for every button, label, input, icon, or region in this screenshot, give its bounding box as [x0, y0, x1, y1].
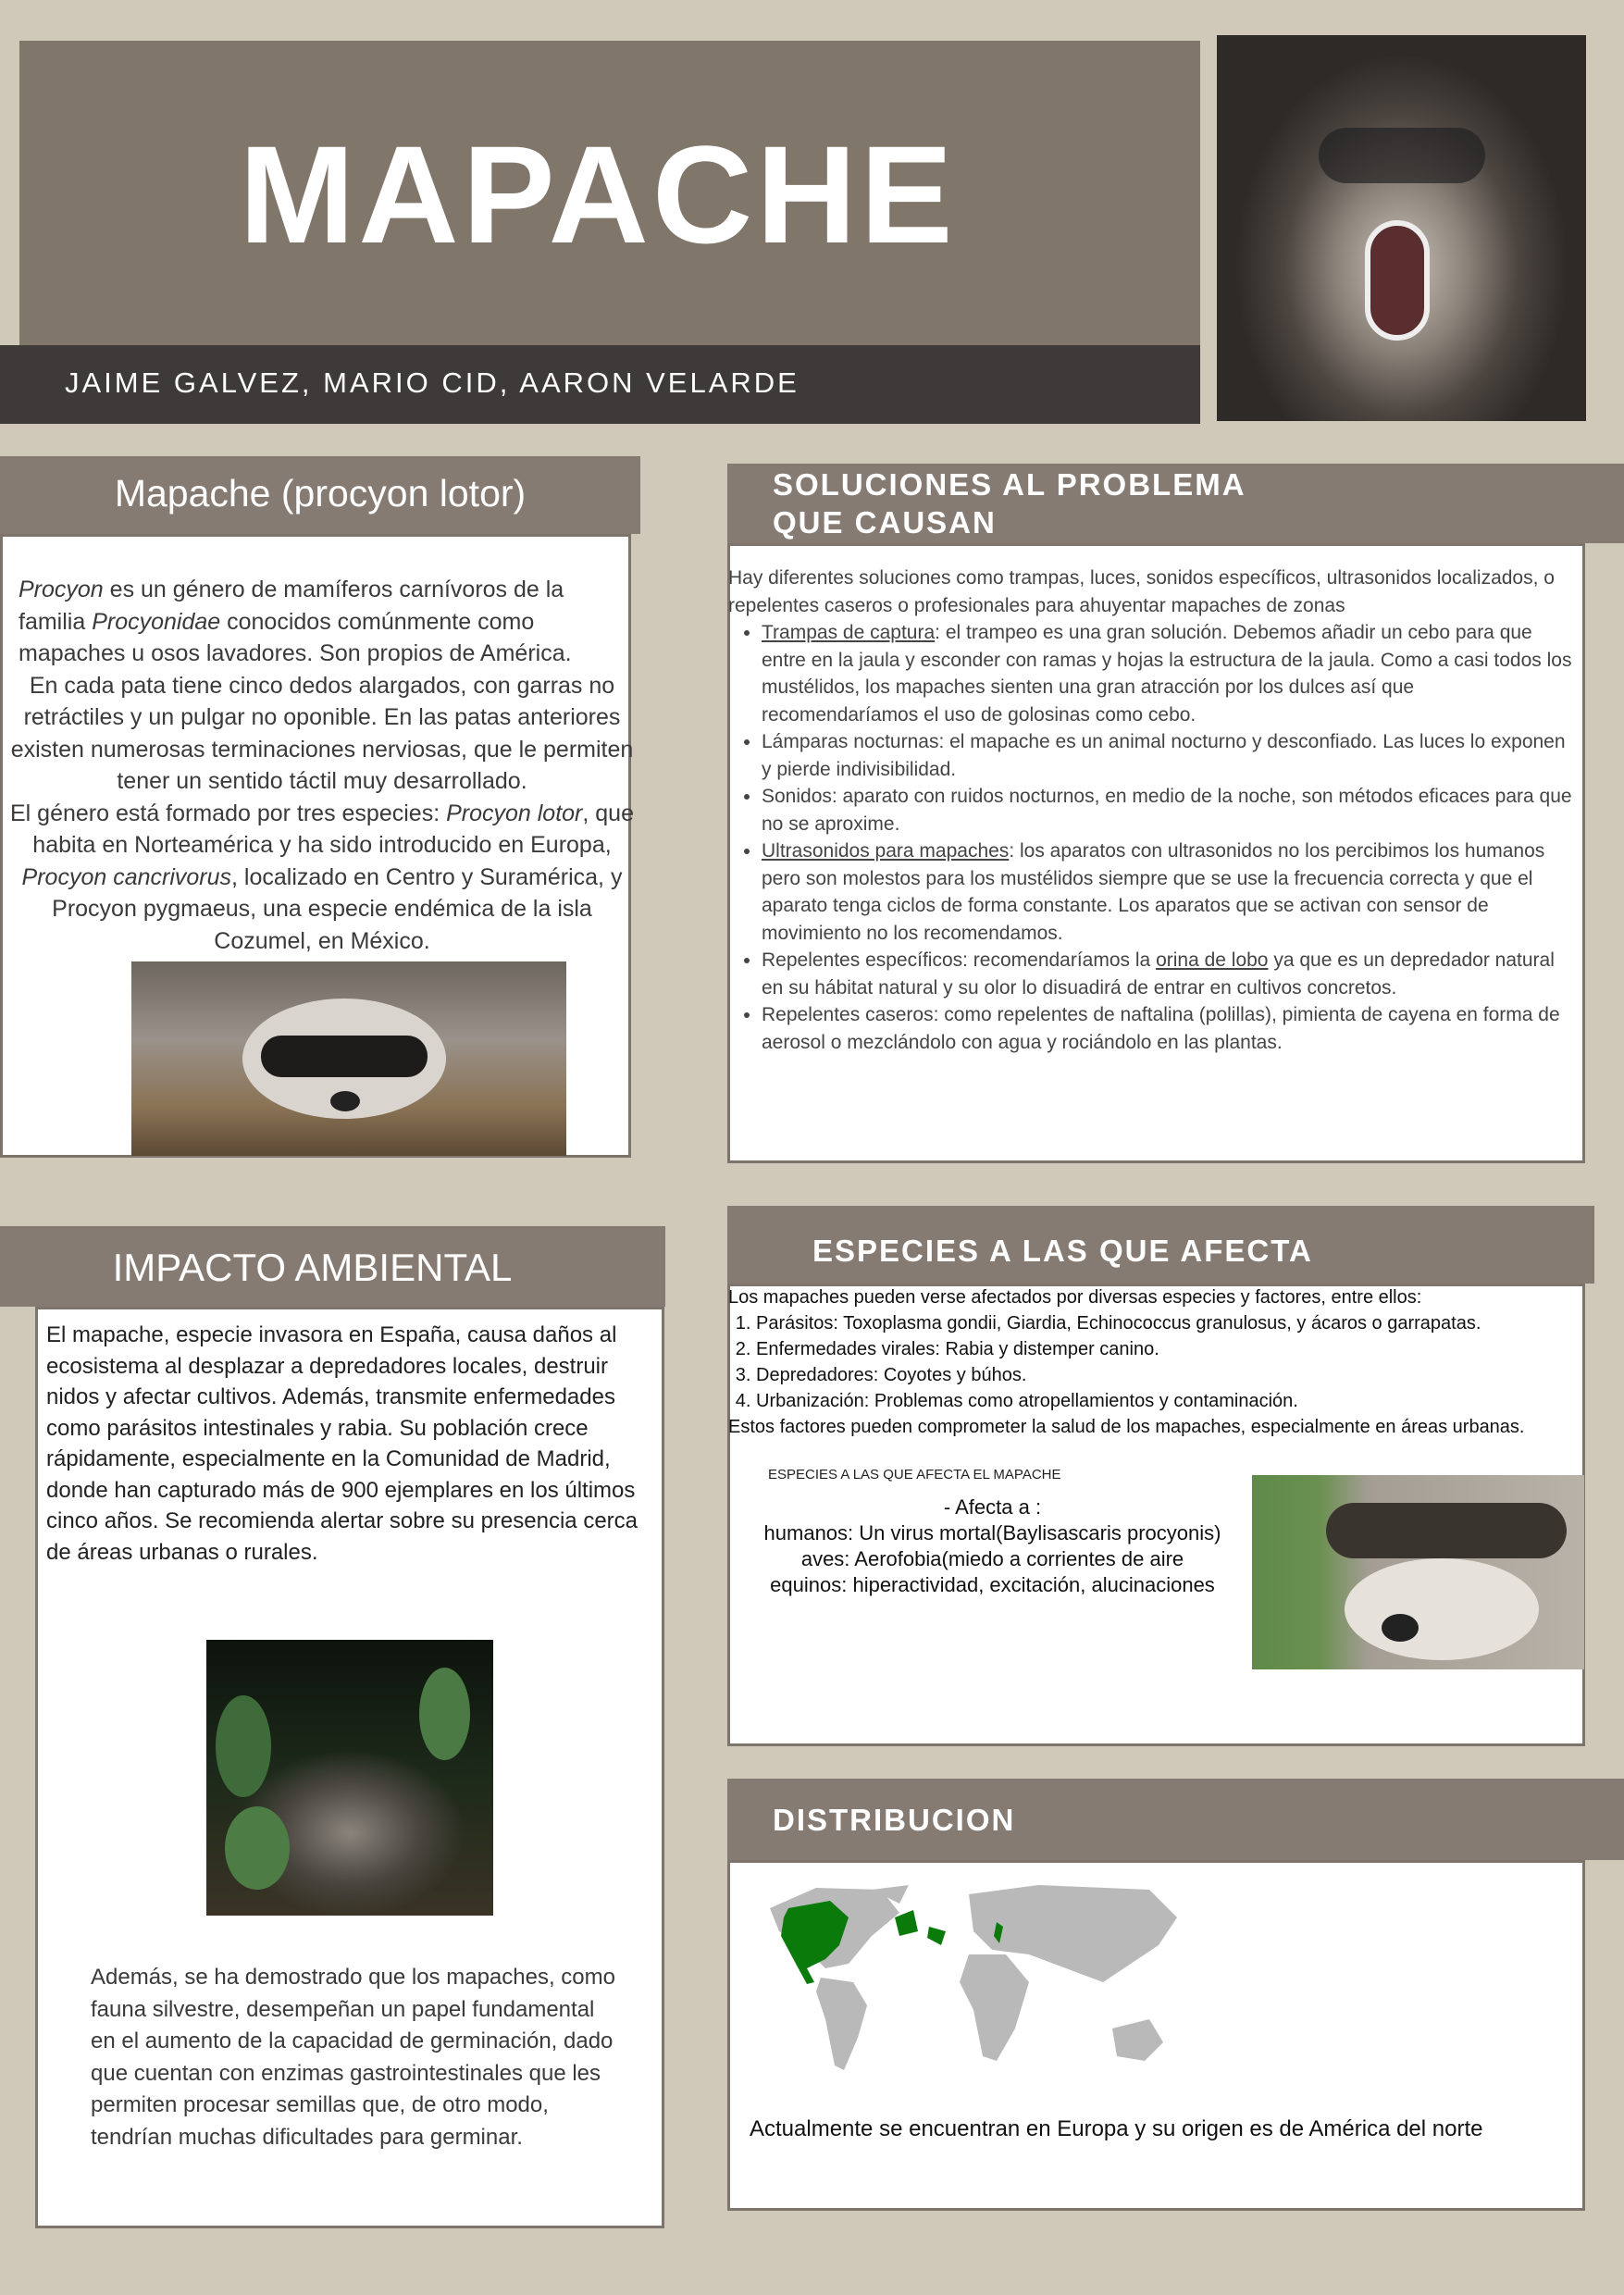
- solution-item: [762, 947, 1575, 1001]
- species-item: 1. Parásitos: Toxoplasma gondii, Giardia, Echinococcus granulosus, y ácaros o garrapatas.: [756, 1310, 1589, 1336]
- species-text: [728, 1284, 1589, 1440]
- section-distribution-title: DISTRIBUCION: [773, 1803, 1016, 1837]
- solutions-intro: Hay diferentes soluciones como trampas, luces, sonidos específicos, ultrasonidos localizados, o repelentes caseros o profesionales para ahuyentar mapaches de zonas: [728, 567, 1555, 616]
- solution-text: : los aparatos con ultrasonidos no los percibimos los humanos pero son molestos para los mustélidos siempre que se use la frecuencia correcta y que el aparato tenga ciclos de forma constante. Los aparatos que se activan con sensor de movimiento no los recomendamos.: [762, 840, 1545, 944]
- italic-term: Procyon lotor: [446, 800, 583, 826]
- impact-paragraph: El mapache, especie invasora en España, causa daños al ecosistema al desplazar a depredadores locales, destruir nidos y afectar cultivos. Además, transmite enfermedades como parásitos intestinales y rabia. Su población crece rápidamente, especialmente en la Comunidad de Madrid, donde han capturado más de 900 ejemplares en los últimos cinco años. Se recomienda alertar sobre su presencia cerca de áreas urbanas o rurales.: [46, 1322, 638, 1565]
- authors: JAIME GALVEZ, MARIO CID, AARON VELARDE: [65, 366, 800, 399]
- distribution-world-map: [761, 1880, 1266, 2075]
- section-solutions-title: SOLUCIONES AL PROBLEMA QUE CAUSAN: [773, 467, 1246, 540]
- solutions-text: [728, 564, 1575, 1056]
- text-fragment: El género está formado por tres especies:: [10, 800, 447, 826]
- text-fragment: , localizado en Centro y Suramérica, y Procyon pygmaeus, una especie endémica de la isla Cozumel, en México.: [52, 863, 623, 954]
- taxonomy-text: [7, 574, 637, 957]
- section-taxonomy-title: Mapache (procyon lotor): [114, 472, 527, 515]
- affects-label: - Afecta a :: [943, 1495, 1042, 1519]
- germination-paragraph: Además, se ha demostrado que los mapaches, como fauna silvestre, desempeñan un papel fundamental en el aumento de la capacidad de germinación, dado que cuentan con enzimas gastrointestinales que les permiten procesar semillas que, de otro modo, tendrían muchas dificultades para germinar.: [91, 1965, 615, 2150]
- solution-link[interactable]: Trampas de captura: [762, 622, 936, 643]
- section-species-title: ESPECIES A LAS QUE AFECTA: [812, 1234, 1313, 1268]
- solution-item: [762, 783, 1575, 837]
- section-impact-title: IMPACTO AMBIENTAL: [112, 1246, 513, 1289]
- text-fragment: es un género de mamíferos carnívoros de la familia: [19, 577, 564, 635]
- solution-text: Repelentes específicos: recomendaríamos la: [762, 949, 1157, 971]
- species-item: 2. Enfermedades virales: Rabia y distemper canino.: [756, 1336, 1589, 1362]
- solution-link[interactable]: orina de lobo: [1156, 949, 1269, 971]
- solution-item: [762, 619, 1575, 728]
- page-title: MAPACHE: [239, 117, 957, 272]
- text-fragment: , que habita en Norteamérica y ha sido introducido en Europa,: [32, 800, 634, 858]
- solution-item: [762, 1001, 1575, 1056]
- solution-item: [762, 728, 1575, 783]
- raccoon-snarling-photo: [1217, 35, 1586, 421]
- affects-item: aves: Aerofobia(miedo a corrientes de aire: [800, 1547, 1184, 1570]
- species-item: 4. Urbanización: Problemas como atropellamientos y contaminación.: [756, 1388, 1589, 1414]
- solution-text: Repelentes caseros: como repelentes de naftalina (polillas), pimienta de cayena en forma de aerosol o mezclándolo con agua y rociándolo en las plantas.: [762, 1004, 1560, 1053]
- solution-text: : el trampeo es una gran solución. Debemos añadir un cebo para que entre en la jaula y esconder con ramas y hojas la estructura de la jaula. Como a casi todos los mustélidos, los mapaches sienten una gran atracción por los dulces así que recomendaríamos el uso de golosinas como cebo.: [762, 622, 1572, 726]
- affects-item: humanos: Un virus mortal(Baylisascaris procyonis): [763, 1521, 1221, 1544]
- text-fragment: conocidos comúnmente como mapaches u osos lavadores. Son propios de América.: [19, 608, 572, 666]
- raccoon-cactus-photo: [206, 1640, 493, 1916]
- italic-term: Procyonidae: [92, 608, 221, 635]
- solution-text: ya que es un depredador natural en su hábitat natural y su olor lo disuadirá de entrar en cultivos concretos.: [762, 949, 1555, 999]
- species-item: 3. Depredadores: Coyotes y búhos.: [756, 1362, 1589, 1388]
- solution-text: Lámparas nocturnas: el mapache es un animal nocturno y desconfiado. Las luces lo exponen y pierde indivisibilidad.: [762, 731, 1566, 780]
- raccoon-resting-photo: [131, 961, 566, 1156]
- raccoon-face-photo: [1252, 1475, 1584, 1669]
- paragraph: En cada pata tiene cinco dedos alargados, con garras no retráctiles y un pulgar no oponible. En las patas anteriores existen numerosas terminaciones nerviosas, que le permiten tener un sentido táctil muy desarrollado.: [10, 672, 634, 794]
- affects-block: [736, 1495, 1249, 1598]
- species-subtitle: ESPECIES A LAS QUE AFECTA EL MAPACHE: [768, 1467, 1061, 1482]
- italic-term: Procyon cancrivorus: [21, 863, 232, 890]
- solution-item: [762, 837, 1575, 947]
- solution-link[interactable]: Ultrasonidos para mapaches: [762, 840, 1010, 862]
- italic-term: Procyon: [19, 577, 104, 602]
- affects-item: equinos: hiperactividad, excitación, alucinaciones: [770, 1573, 1215, 1596]
- solution-text: Sonidos: aparato con ruidos nocturnos, en medio de la noche, son métodos eficaces para que no se aproxime.: [762, 786, 1572, 835]
- species-intro: Los mapaches pueden verse afectados por diversas especies y factores, entre ellos:: [728, 1287, 1422, 1308]
- distribution-caption: Actualmente se encuentran en Europa y su origen es de América del norte: [750, 2116, 1483, 2141]
- species-outro: Estos factores pueden comprometer la salud de los mapaches, especialmente en áreas urbanas.: [728, 1417, 1525, 1437]
